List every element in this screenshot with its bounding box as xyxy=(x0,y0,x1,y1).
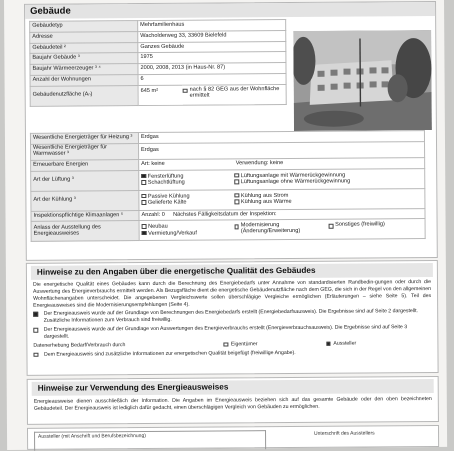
area-option-label: nach § 82 GEG aus der Wohnfläche ermittelt xyxy=(189,85,280,99)
reason-rent-sale-checkbox[interactable] xyxy=(142,231,147,236)
area-value: 645 m² xyxy=(140,87,159,94)
cooling-heat-checkbox[interactable] xyxy=(234,199,239,204)
issuer-address-label: Aussteller (mit Anschrift und Berufsbezeichnung) xyxy=(38,433,146,440)
collected-by-owner-checkbox[interactable] xyxy=(223,342,228,347)
additional-info-checkbox[interactable] xyxy=(33,353,38,358)
table-row: Wesentliche Energieträger für Heizung ³ Erdgas xyxy=(30,131,424,145)
consumption-basis-checkbox[interactable] xyxy=(33,328,38,333)
table-row: Anzahl der Wohnungen 6 xyxy=(30,74,286,87)
section-title-building: Gebäude xyxy=(25,2,435,19)
building-photo xyxy=(293,30,432,131)
renewable-usage: Verwendung: keine xyxy=(235,159,284,167)
notes-usage-text: Energieausweise dienen ausschließlich der Information. Die Angaben im Energieausweis beziehen sich auf das gesamte Gebäude oder den oben bezeichneten Gebäudeteil. Der Energieausweis ist lediglich dafür gedacht, einen überschlägigen Vergleich von Gebäuden zu ermöglichen. xyxy=(33,396,432,412)
table-row: Wesentliche Energieträger für Warmwasser ³ Erdgas xyxy=(31,141,425,160)
area-option-checkbox[interactable] xyxy=(183,89,188,94)
cooling-electric-checkbox[interactable] xyxy=(234,193,239,198)
ventilation-shaft-checkbox[interactable] xyxy=(141,180,146,185)
collected-by-issuer-checkbox[interactable] xyxy=(326,342,331,347)
notes-usage-section xyxy=(27,376,439,425)
building-section xyxy=(24,1,438,261)
issuer-footer xyxy=(27,425,439,450)
renewable-type: Art: keine xyxy=(141,160,165,167)
reason-new-building-checkbox[interactable] xyxy=(142,224,147,229)
table-row: Baujahr Wärmeerzeuger ³ ⁴ 2000, 2008, 2013 (in Haus-Nr. 87) xyxy=(30,63,286,76)
collected-by-issuer-label: Aussteller xyxy=(333,340,357,347)
cooling-delivered-checkbox[interactable] xyxy=(141,200,146,205)
additional-info-text: Dem Energieausweis sind zusätzliche Informationen zur energetischen Qualität beigefügt (freiwillige Angabe). xyxy=(43,349,296,358)
section-title-notes-usage: Hinweise zur Verwendung des Energieausweises xyxy=(32,379,434,396)
reason-modernization-checkbox[interactable] xyxy=(235,225,239,230)
notes-quality-section xyxy=(26,260,439,376)
table-row: Baujahr Gebäude ³ 1975 xyxy=(30,52,286,65)
building-table xyxy=(29,19,287,107)
building-table-lower xyxy=(30,130,426,242)
signature-label: Unterschrift des Ausstellers xyxy=(314,430,375,437)
ventilation-window-checkbox[interactable] xyxy=(141,174,146,179)
reason-other-checkbox[interactable] xyxy=(329,224,334,229)
building-photo-image xyxy=(293,30,432,131)
consumption-basis-text: Der Energieausweis wurde auf der Grundlage von Auswertungen des Energieverbrauchs erstellt (Energieverbrauchsausweis). Die Ergebnisse sind auf Seite 3 dargestellt. xyxy=(43,324,408,340)
table-row: Erneuerbare Energien Art: keine Verwendung: keine xyxy=(31,157,425,171)
table-row: Gebäudeteil ² Ganzes Gebäude xyxy=(30,41,286,54)
collected-by-owner-label: Eigentümer xyxy=(230,341,258,348)
table-row: Gebäudetyp Mehrfamilienhaus xyxy=(30,20,286,33)
demand-basis-text: Der Energieausweis wurde auf der Grundlage von Berechnungen des Energiebedarfs erstellt (Energiebedarfsausweis). Die Ergebnisse sind auf Seite 2 dargestellt. Zusätzliche Informationen zum Verbrauch sind freiwillig. xyxy=(43,308,419,325)
table-row: Art der Kühlung ³ Passive Kühlung Gelieferte Kälte Kühlung aus Strom Kühlung aus Wärme xyxy=(31,188,425,211)
table-row: Gebäudenutzfläche (Aₙ) 645 m² nach § 82 GEG aus der Wohnfläche ermittelt xyxy=(30,84,286,106)
table-row: Inspektionspflichtige Klimaanlagen ⁵ Anzahl: 0 Nächstes Fälligkeitsdatum der Inspektion: xyxy=(31,208,425,222)
ac-inspection-date: Nächstes Fälligkeitsdatum der Inspektion: xyxy=(173,210,277,218)
section-title-notes-quality: Hinweise zu den Angaben über die energetische Qualität des Gebäudes xyxy=(31,263,433,280)
notes-intro-text: Die energetische Qualität eines Gebäudes kann durch die Berechnung des Energiebedarfs unter Annahme von standardisierten Randbedin-gungen oder durch die Auswertung des Energieverbrauchs ermittelt werden. Als Bezugsfläche dient die energetische Gebäudenutzfläche nach dem GEG, die sich in der Regel von den allgemeinen Wohnflächenangaben unterscheidet. Die angegebenen Vergleichswerte sollen überschlägige Vergleiche ermöglichen (Erläuterungen – siehe Seite 5). Teil des Energieausweises sind die Modernisierungsempfehlungen (Seite 4). xyxy=(32,279,432,309)
issuer-address-box xyxy=(34,430,266,451)
table-row: Anlass der Ausstellung des Energieausweises Neubau Vermietung/Verkauf Modernisierung (Änderung/Erweiterung) Sonstiges (freiwillig) xyxy=(31,219,425,242)
energy-certificate-page xyxy=(4,0,447,450)
table-row: Adresse Wacholderweg 33, 33609 Bielefeld xyxy=(30,30,286,43)
data-collection-label: Datenerhebung Bedarf/Verbrauch durch xyxy=(33,342,126,349)
ac-count: Anzahl: 0 xyxy=(141,211,165,218)
demand-basis-checkbox[interactable] xyxy=(33,312,38,317)
table-row: Art der Lüftung ³ Fensterlüftung Schachtlüftung Lüftungsanlage mit Wärmerückgewinnung Lüftungsanlage ohne Wärmerückgewinnung xyxy=(31,168,425,191)
cooling-passive-checkbox[interactable] xyxy=(141,194,146,199)
ventilation-recovery-checkbox[interactable] xyxy=(234,173,239,178)
ventilation-no-recovery-checkbox[interactable] xyxy=(234,179,239,184)
